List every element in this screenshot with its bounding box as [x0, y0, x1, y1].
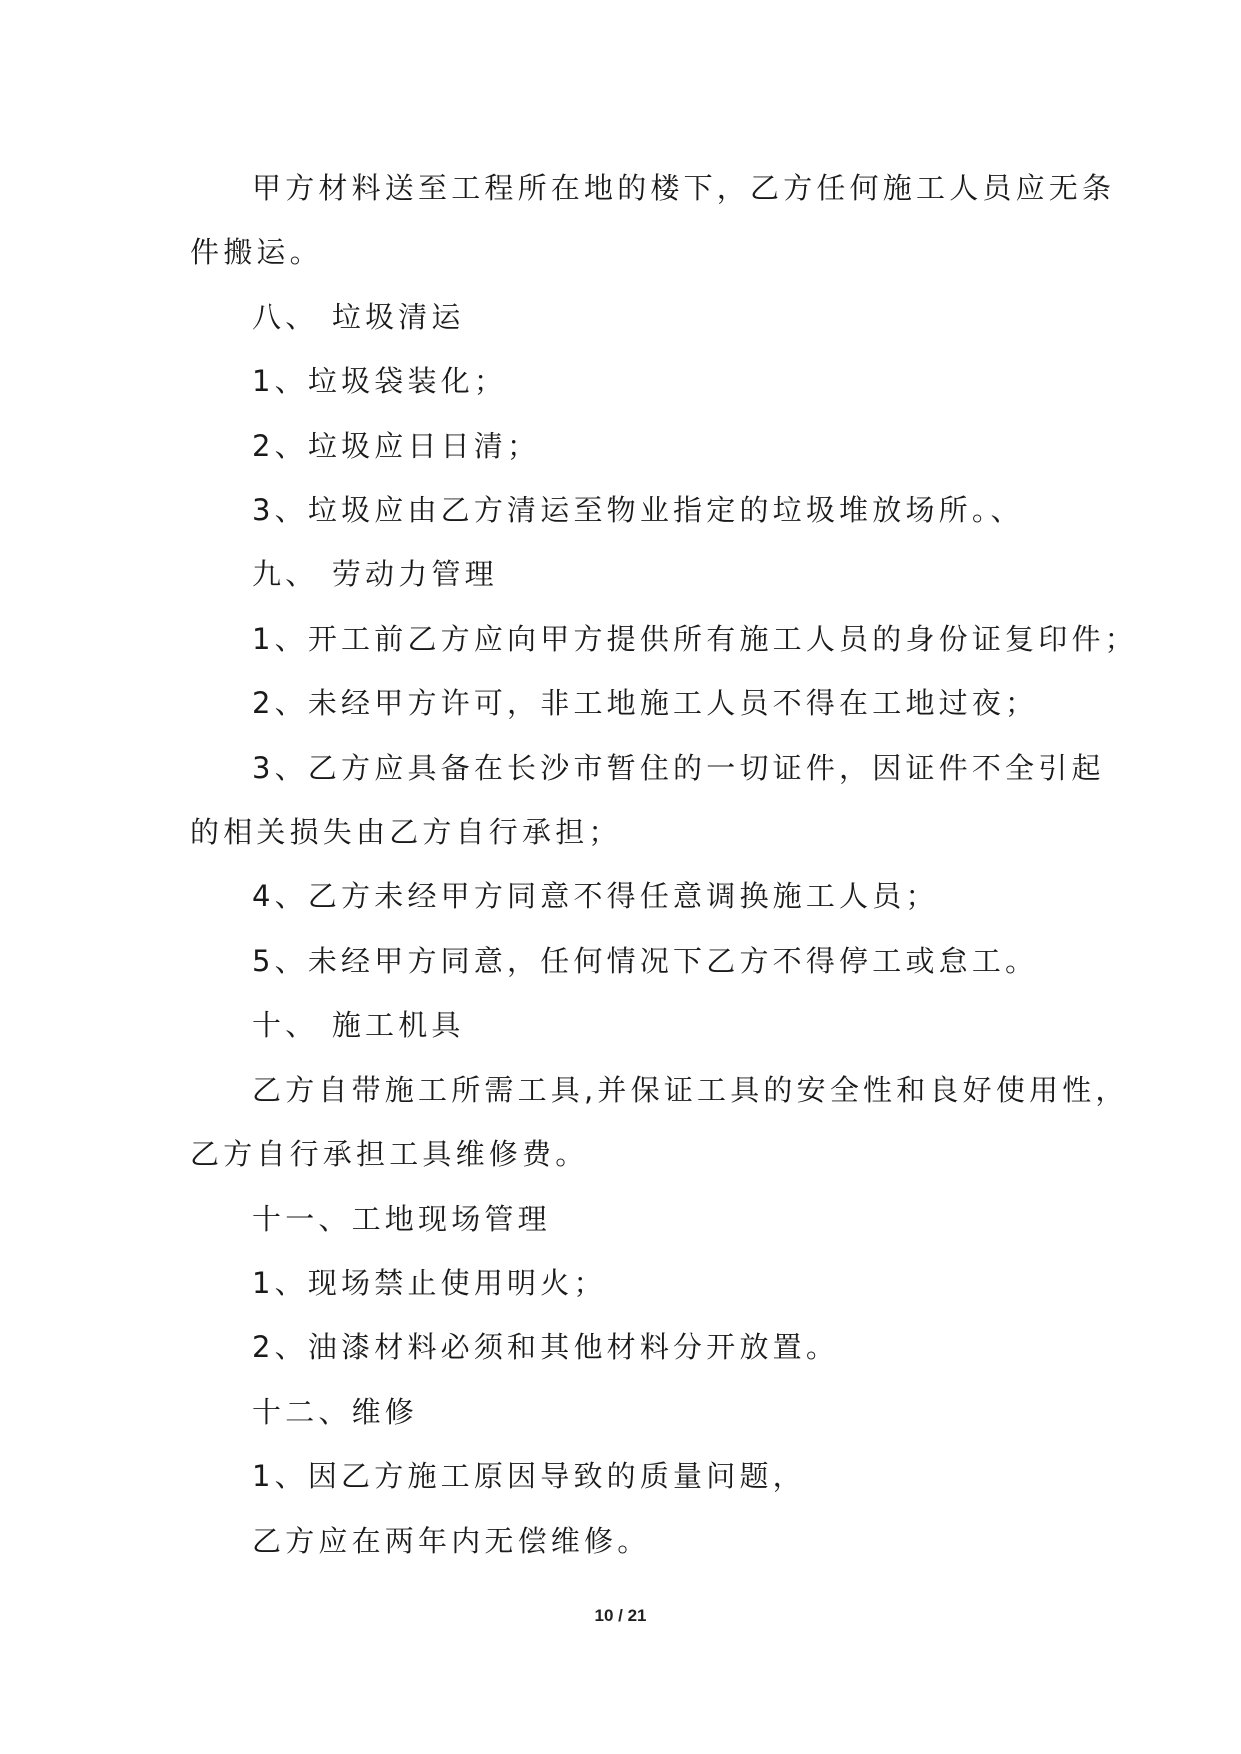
- list-item: 3、垃圾应由乙方清运至物业指定的垃圾堆放场所。、: [252, 493, 1024, 528]
- list-item: 4、乙方未经甲方同意不得任意调换施工人员；: [252, 879, 939, 914]
- paragraph: 乙方应在两年内无偿维修。: [252, 1523, 651, 1558]
- section-heading: 十一、工地现场管理: [252, 1201, 551, 1236]
- section-heading: 九、 劳动力管理: [252, 557, 498, 592]
- list-item: 3、乙方应具备在长沙市暂住的一切证件，因证件不全引起: [252, 750, 1105, 785]
- list-item: 1、开工前乙方应向甲方提供所有施工人员的身份证复印件；: [252, 621, 1138, 656]
- section-heading: 十二、维修: [252, 1394, 419, 1429]
- paragraph: 乙方自行承担工具维修费。: [190, 1137, 589, 1172]
- paragraph: 乙方自带施工所需工具,并保证工具的安全性和良好使用性，: [252, 1072, 1129, 1107]
- page-number: 10 / 21: [594, 1606, 647, 1625]
- list-item-continuation: 的相关损失由乙方自行承担；: [190, 815, 622, 850]
- list-item: 1、垃圾袋装化；: [252, 364, 508, 399]
- list-item: 2、油漆材料必须和其他材料分开放置。: [252, 1330, 840, 1365]
- document-body: [190, 156, 1138, 1573]
- list-item: 2、垃圾应日日清；: [252, 428, 541, 463]
- paragraph: 甲方材料送至工程所在地的楼下，乙方任何施工人员应无条: [252, 171, 1116, 205]
- list-item: 2、未经甲方许可，非工地施工人员不得在工地过夜；: [252, 686, 1039, 721]
- section-heading: 十、 施工机具: [252, 1008, 465, 1043]
- section-heading: 八、 垃圾清运: [252, 299, 465, 334]
- list-item: 1、现场禁止使用明火；: [252, 1265, 607, 1300]
- list-item: 5、未经甲方同意，任何情况下乙方不得停工或怠工。: [252, 943, 1039, 978]
- paragraph: 件搬运。: [190, 235, 323, 270]
- list-item: 1、因乙方施工原因导致的质量问题，: [252, 1459, 806, 1494]
